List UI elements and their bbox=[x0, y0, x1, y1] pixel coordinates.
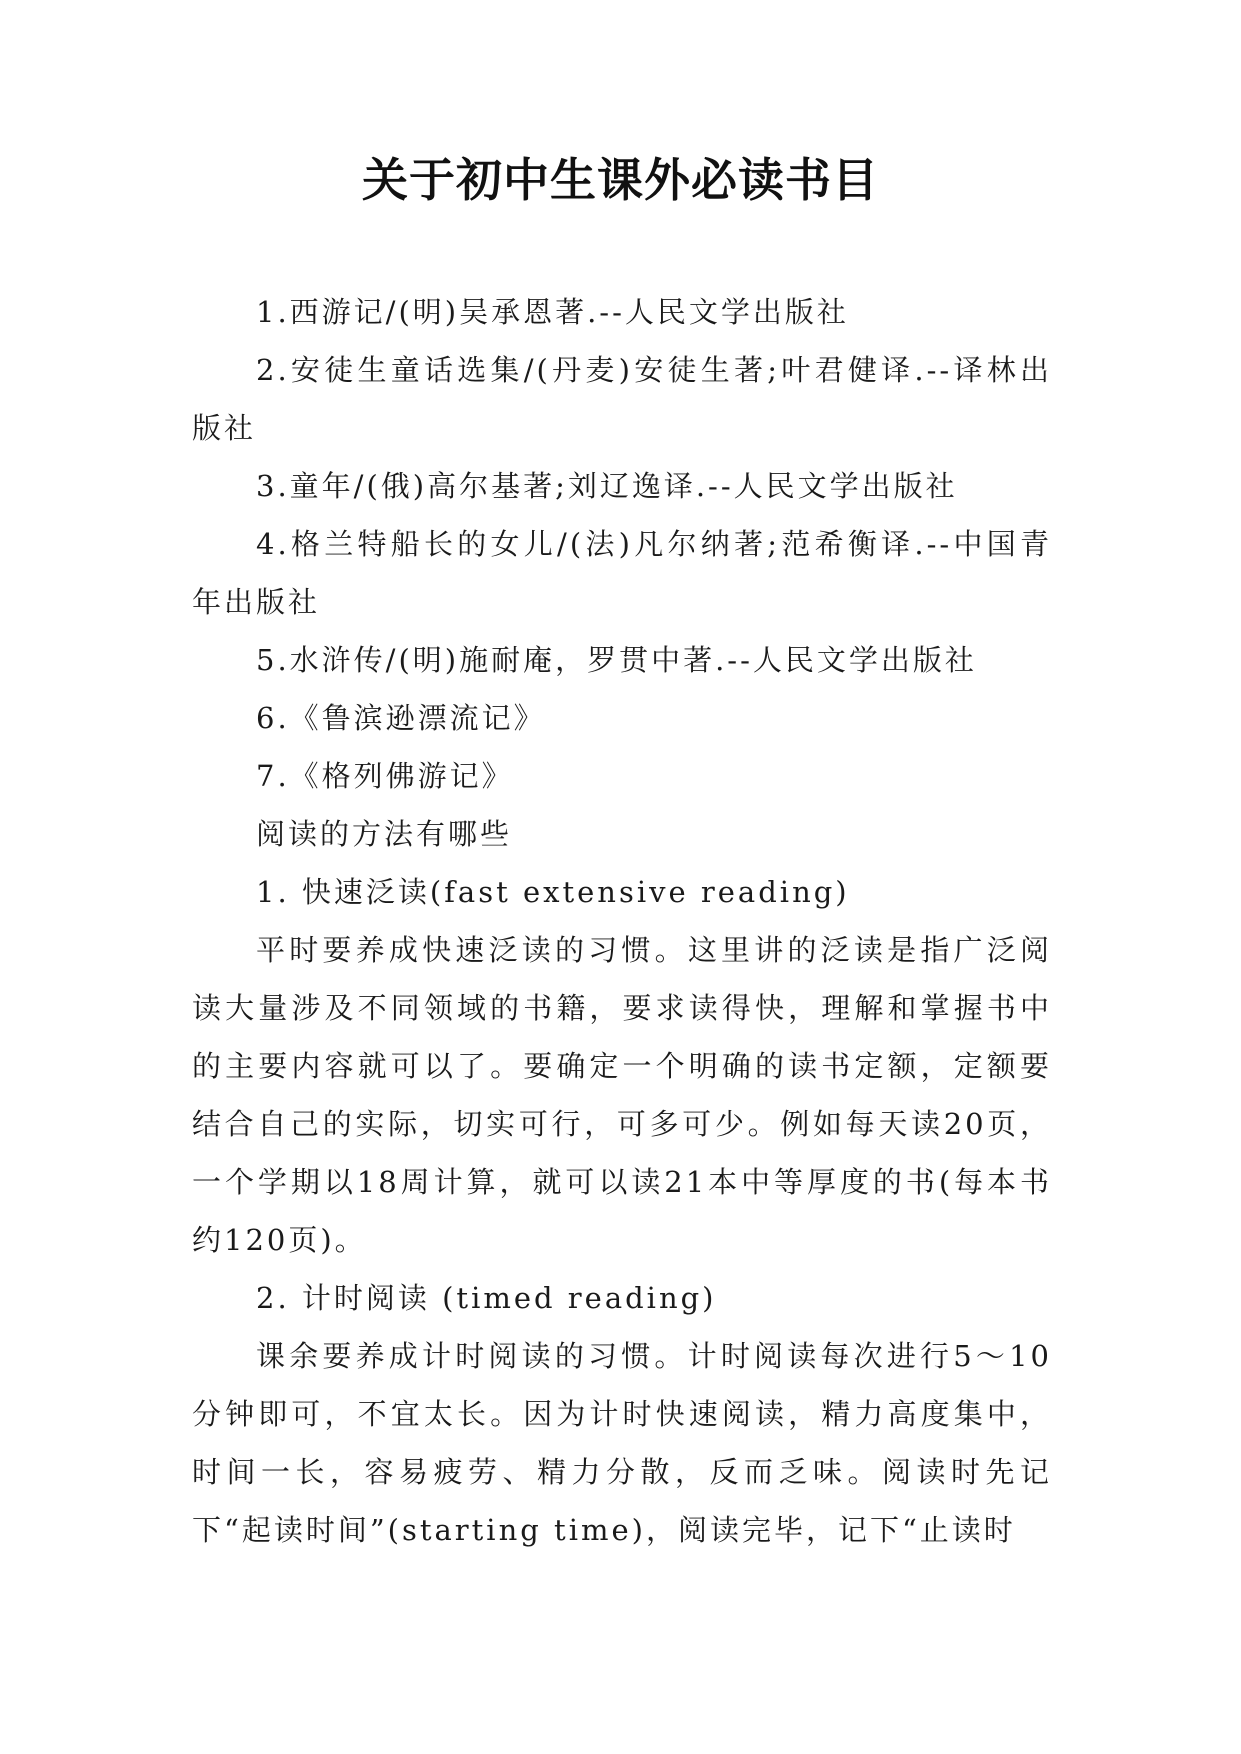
list-item-book-1: 1.西游记/(明)吴承恩著.--人民文学出版社 bbox=[256, 295, 849, 329]
list-item-book-4: 4.格兰特船长的女儿/(法)凡尔纳著;范希衡译.--中国青年出版社 bbox=[192, 527, 1052, 619]
method-body-fast-reading: 平时要养成快速泛读的习惯。这里讲的泛读是指广泛阅读大量涉及不同领域的书籍，要求读得快，理解和掌握书中的主要内容就可以了。要确定一个明确的读书定额，定额要结合自己的实际，切实可行，可多可少。例如每天读20页，一个学期以18周计算，就可以读21本中等厚度的书(每本书约120页)。 bbox=[192, 933, 1052, 1257]
list-item-book-7: 7.《格列佛游记》 bbox=[256, 759, 514, 793]
list-item-book-3: 3.童年/(俄)高尔基著;刘辽逸译.--人民文学出版社 bbox=[256, 469, 958, 503]
method-body-timed-reading: 课余要养成计时阅读的习惯。计时阅读每次进行5～10分钟即可，不宜太长。因为计时快速阅读，精力高度集中，时间一长，容易疲劳、精力分散，反而乏味。阅读时先记下“起读时间”(starting time)，阅读完毕，记下“止读时 bbox=[192, 1339, 1052, 1547]
method-heading-fast-reading: 1. 快速泛读(fast extensive reading) bbox=[256, 875, 850, 909]
list-item-book-2: 2.安徒生童话选集/(丹麦)安徒生著;叶君健译.--译林出版社 bbox=[192, 353, 1052, 445]
list-item-book-5: 5.水浒传/(明)施耐庵，罗贯中著.--人民文学出版社 bbox=[256, 643, 977, 677]
document-title: 关于初中生课外必读书目 bbox=[362, 153, 879, 207]
document-body bbox=[192, 283, 1052, 1559]
list-item-book-6: 6.《鲁滨逊漂流记》 bbox=[256, 701, 546, 735]
method-heading-timed-reading: 2. 计时阅读 (timed reading) bbox=[256, 1281, 717, 1315]
section-heading-reading-methods: 阅读的方法有哪些 bbox=[256, 817, 513, 851]
